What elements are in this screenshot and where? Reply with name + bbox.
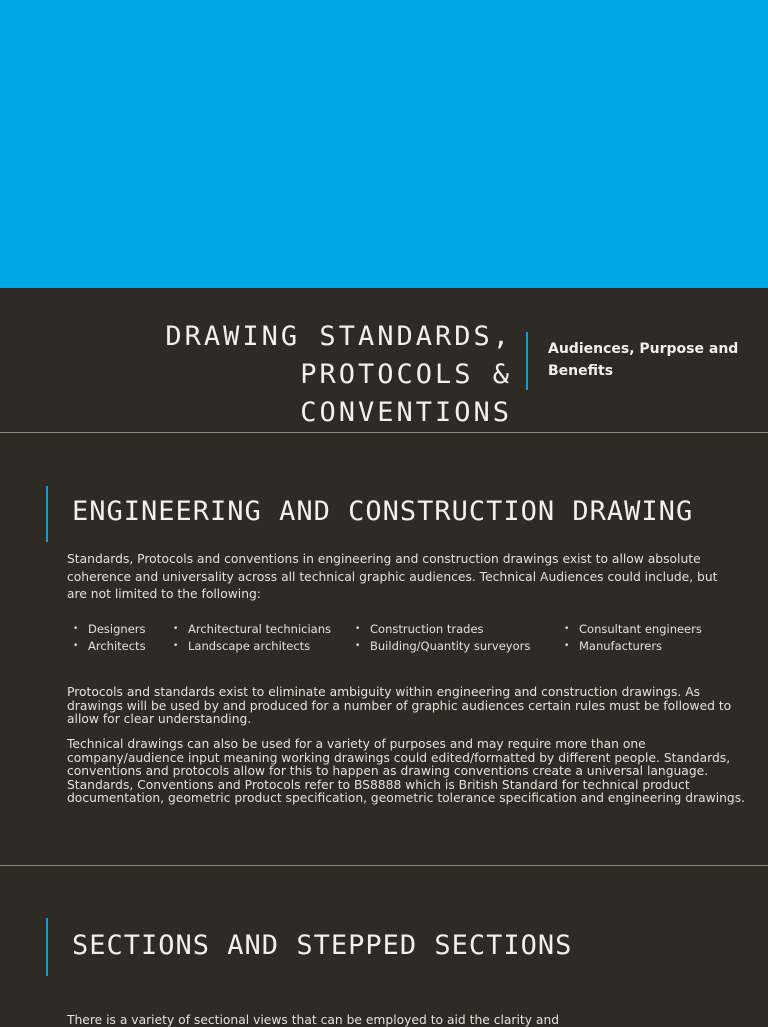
sections-intro-paragraph: There is a variety of sectional views that can be employed to aid the clarity and	[67, 1013, 560, 1027]
audience-list-3	[352, 621, 530, 655]
list-item: • Architectural technicians	[170, 621, 331, 638]
title-slide	[0, 0, 768, 432]
list-item: • Designers	[70, 621, 146, 638]
title-blue-band	[0, 0, 768, 288]
heading-accent-bar	[46, 486, 48, 542]
list-item: • Consultant engineers	[561, 621, 702, 638]
heading-accent-bar	[46, 918, 48, 976]
title-line-2: CONVENTIONS	[300, 397, 512, 428]
list-item: • Landscape architects	[170, 638, 331, 655]
slide-heading-sections: SECTIONS AND STEPPED SECTIONS	[72, 930, 573, 961]
list-item: • Building/Quantity surveyors	[352, 638, 530, 655]
presentation-subtitle: Audiences, Purpose and Benefits	[548, 341, 739, 379]
title-divider	[526, 332, 528, 390]
presentation-title	[12, 318, 512, 432]
audience-list-1	[70, 621, 146, 655]
slide-heading-engineering: ENGINEERING AND CONSTRUCTION DRAWING	[72, 496, 694, 527]
slide-separator	[0, 432, 768, 433]
audience-list-4	[561, 621, 702, 655]
protocols-paragraph: Protocols and standards exist to eliminate ambiguity within engineering and construction drawings. As drawings will be used by and produced for a number of graphic audiences certain rules must be followed to allow for clear understanding.	[67, 685, 732, 726]
audience-list-2	[170, 621, 331, 655]
intro-paragraph: Standards, Protocols and conventions in engineering and construction drawings exist to allow absolute coherence and universality across all technical graphic audiences. Technical Audiences could include, but are not limited to the following:	[67, 552, 718, 601]
purposes-paragraph: Technical drawings can also be used for a variety of purposes and may require more than one company/audience input meaning working drawings could edited/formatted by different people. Standards, conventions and protocols allow for this to happen as drawing conventions create a universal language. Standards, Conventions and Protocols refer to BS8888 which is British Standard for technical product documentation, geometric product specification, geometric tolerance specification and engineering drawings.	[67, 737, 746, 805]
list-item: • Manufacturers	[561, 638, 702, 655]
title-line-1: DRAWING STANDARDS, PROTOCOLS &	[165, 321, 512, 390]
list-item: • Architects	[70, 638, 146, 655]
list-item: • Construction trades	[352, 621, 530, 638]
slide-separator	[0, 865, 768, 866]
